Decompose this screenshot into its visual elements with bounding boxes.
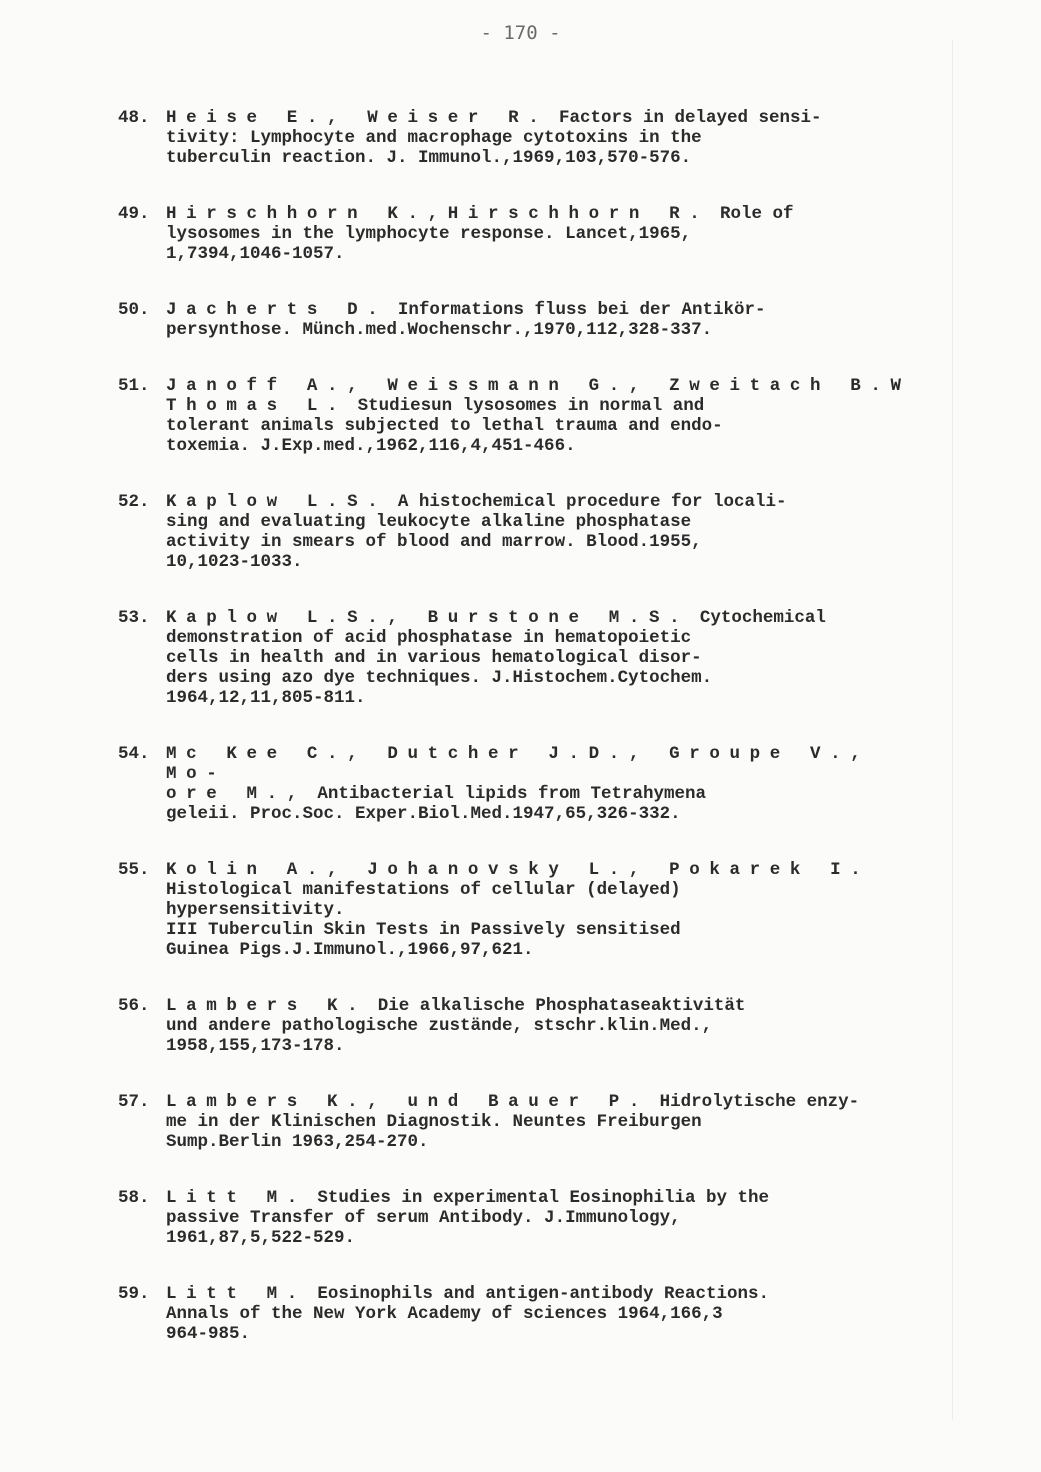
reference-authors: Janoff A., Weissmann G., Zweitach B.W Thomas L. (166, 376, 911, 416)
reference-body (166, 376, 938, 456)
reference-text: Cytochemical demonstration of acid phosphatase in hematopoietic cells in health and in various hematological disor- ders using azo dye techniques. J.Histochem.Cytochem. 1964,12,11,805-811. (166, 608, 826, 708)
reference-entry-50 (118, 300, 938, 340)
reference-authors: Hirschhorn K.,Hirschhorn R. (166, 204, 710, 224)
reference-body (166, 1188, 938, 1248)
reference-number: 51. (118, 376, 150, 396)
reference-authors: Mc Kee C., Dutcher J.D., Groupe V., Mo- ore M., (166, 744, 871, 804)
reference-entry-51 (118, 376, 938, 456)
reference-body (166, 204, 938, 264)
reference-text: A histochemical procedure for locali- sing and evaluating leukocyte alkaline phosphatase activity in smears of blood and marrow. Blood.1955, 10,1023-1033. (166, 492, 787, 572)
reference-number: 56. (118, 996, 150, 1016)
reference-number: 53. (118, 608, 150, 628)
reference-number: 48. (118, 108, 150, 128)
reference-entry-54 (118, 744, 938, 824)
reference-entry-53 (118, 608, 938, 708)
reference-authors: Kolin A., Johanovsky L., Pokarek I. (166, 860, 871, 880)
reference-text: Histological manifestations of cellular (delayed) hypersensitivity. III Tuberculin Skin Tests in Passively sensitised Guinea Pigs.J.Immunol.,1966,97,621. (166, 880, 681, 960)
page-edge-shadow (952, 40, 953, 1420)
reference-number: 58. (118, 1188, 150, 1208)
reference-number: 50. (118, 300, 150, 320)
reference-authors: Kaplow L.S., Burstone M.S. (166, 608, 690, 628)
reference-text: Studies in experimental Eosinophilia by the passive Transfer of serum Antibody. J.Immunology, 1961,87,5,522-529. (166, 1188, 769, 1248)
reference-authors: Kaplow L.S. (166, 492, 388, 512)
reference-number: 59. (118, 1284, 150, 1304)
reference-entry-49 (118, 204, 938, 264)
reference-body (166, 1092, 938, 1152)
reference-text: Role of lysosomes in the lymphocyte response. Lancet,1965, 1,7394,1046-1057. (166, 204, 794, 264)
page-number: - 170 - (480, 22, 561, 44)
reference-body (166, 492, 938, 572)
reference-number: 49. (118, 204, 150, 224)
reference-number: 57. (118, 1092, 150, 1112)
reference-entry-58 (118, 1188, 938, 1248)
reference-text: Antibacterial lipids from Tetrahymena geleii. Proc.Soc. Exper.Biol.Med.1947,65,326-332. (166, 784, 706, 824)
reference-body (166, 996, 938, 1056)
reference-body (166, 608, 938, 708)
reference-authors: Litt M. (166, 1284, 307, 1304)
reference-text: Hidrolytische enzy- me in der Klinischen Diagnostik. Neuntes Freiburgen Sump.Berlin 1963,254-270. (166, 1092, 860, 1152)
reference-list (118, 108, 938, 1344)
reference-authors: Litt M. (166, 1188, 307, 1208)
reference-entry-56 (118, 996, 938, 1056)
reference-text: Eosinophils and antigen-antibody Reactions. Annals of the New York Academy of sciences 1964,166,3 964-985. (166, 1284, 769, 1344)
reference-entry-48 (118, 108, 938, 168)
reference-entry-59 (118, 1284, 938, 1344)
reference-number: 54. (118, 744, 150, 764)
reference-authors: Lambers K. (166, 996, 368, 1016)
reference-number: 55. (118, 860, 150, 880)
reference-body (166, 300, 938, 340)
reference-authors: Heise E., Weiser R. (166, 108, 549, 128)
reference-text: Factors in delayed sensi- tivity: Lymphocyte and macrophage cytotoxins in the tuberculin reaction. J. Immunol.,1969,103,570-576. (166, 108, 822, 168)
reference-body (166, 860, 938, 960)
reference-body (166, 744, 938, 824)
reference-number: 52. (118, 492, 150, 512)
reference-entry-52 (118, 492, 938, 572)
reference-entry-55 (118, 860, 938, 960)
reference-body (166, 1284, 938, 1344)
reference-body (166, 108, 938, 168)
reference-entry-57 (118, 1092, 938, 1152)
reference-text: Studiesun lysosomes in normal and tolerant animals subjected to lethal trauma and endo- toxemia. J.Exp.med.,1962,116,4,451-466. (166, 396, 723, 456)
reference-text: Die alkalische Phosphataseaktivität und andere pathologische zustände, stschr.klin.Med., 1958,155,173-178. (166, 996, 746, 1056)
reference-authors: Lambers K., und Bauer P. (166, 1092, 650, 1112)
reference-authors: Jacherts D. (166, 300, 388, 320)
reference-text: Informations fluss bei der Antikör- persynthose. Münch.med.Wochenschr.,1970,112,328-337. (166, 300, 766, 340)
